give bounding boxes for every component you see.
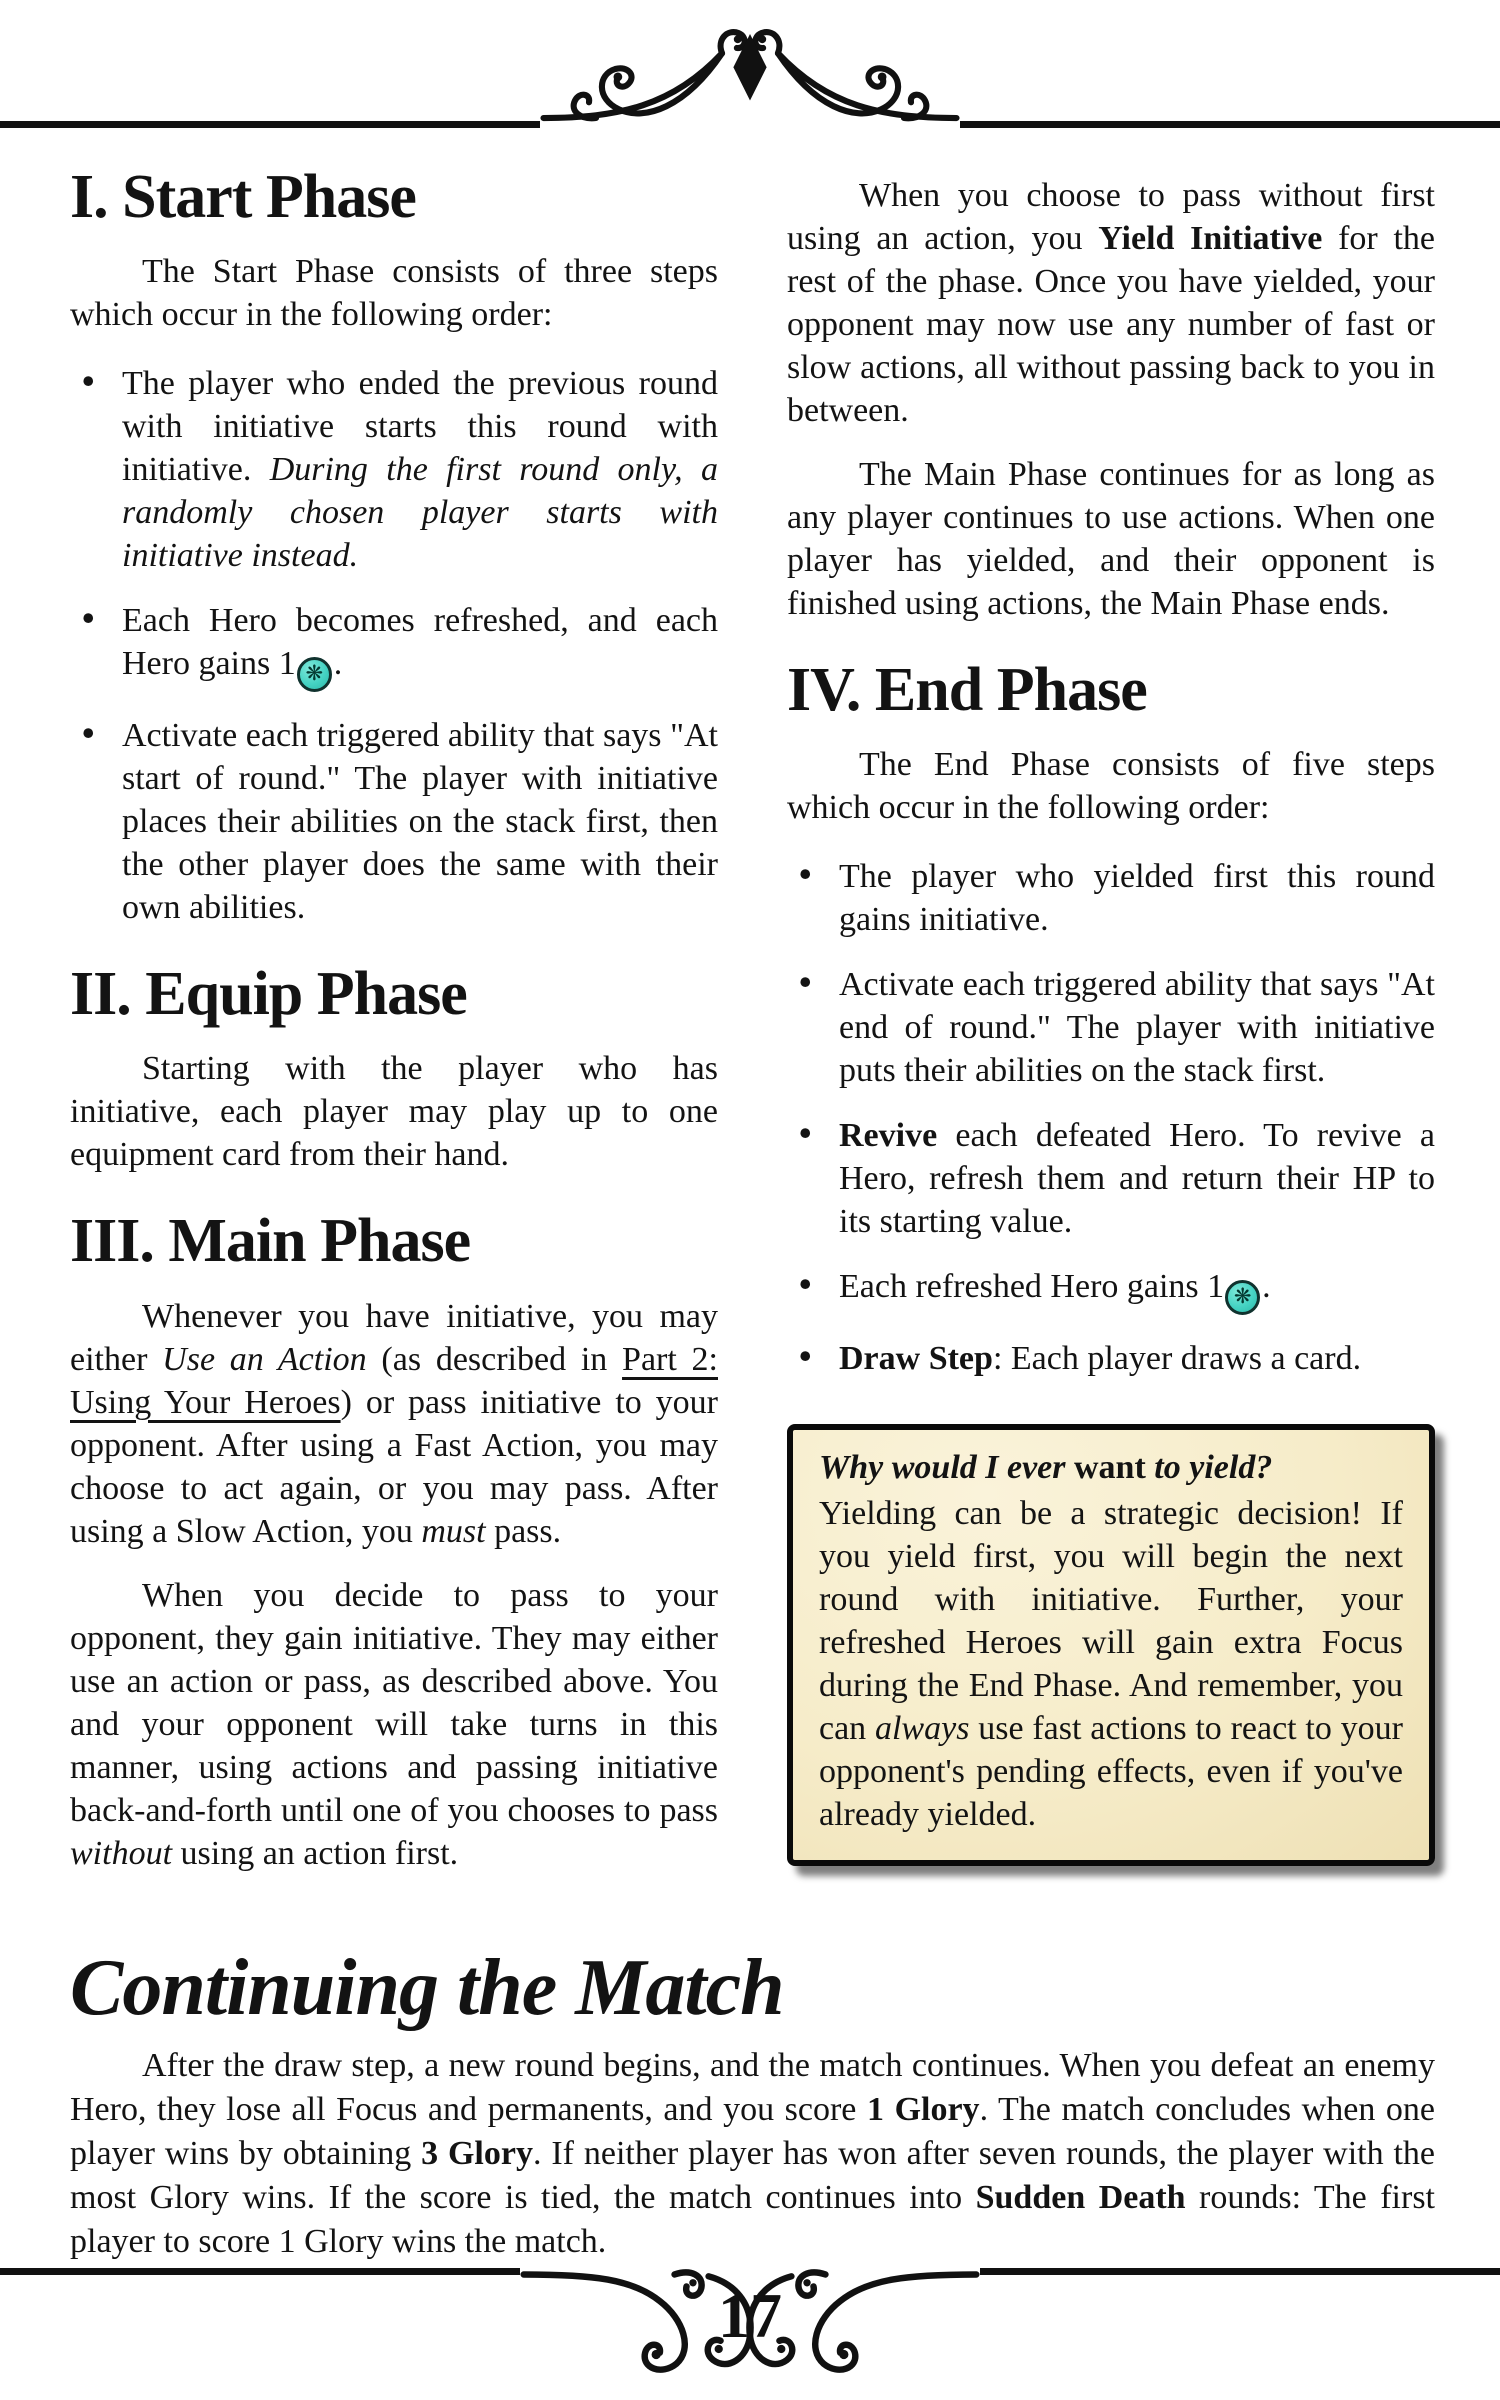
text-run: .: [333, 645, 343, 683]
text-run: want: [1074, 1449, 1146, 1487]
text-run: The player who yielded first this round gains initiative.: [839, 858, 1435, 939]
list-item: [70, 714, 718, 929]
text-run: Draw Step: [839, 1340, 993, 1378]
text-run: (as described in: [366, 1340, 623, 1378]
list-item: [787, 963, 1435, 1092]
start-phase-steps: [70, 362, 718, 929]
text-run: Each refreshed Hero gains 1: [839, 1268, 1225, 1306]
continuing-the-match-paragraph: [70, 2044, 1435, 2264]
bottom-rule-right: [980, 2268, 1500, 2275]
focus-icon: ❋: [1225, 1280, 1260, 1315]
main-phase-paragraph-2: [70, 1574, 718, 1875]
text-run: Revive: [839, 1117, 938, 1155]
list-item: [787, 855, 1435, 941]
text-run: Sudden Death: [975, 2179, 1186, 2216]
yield-tip-callout: [787, 1424, 1435, 1866]
text-run: Yielding can be a strategic decision! If you yield first, you will begin the next round with initiative. Further, your refreshed Heroes will gain extra Focus during the End Phase. And remember, you can: [819, 1495, 1403, 1748]
list-item: [787, 1265, 1435, 1315]
text-run: Each Hero becomes refreshed, and each Hero gains 1: [122, 602, 718, 683]
heading-continuing-the-match: Continuing the Match: [70, 1944, 784, 2032]
text-run: Activate each triggered ability that says "At start of round." The player with initiative places their abilities on the stack first, then the other player does the same with their own abilities.: [122, 717, 718, 927]
text-run: for the rest of the phase. Once you have yielded, your opponent may now use any number of fast or slow actions, all without passing back to you in between.: [787, 220, 1436, 429]
heading-equip-phase: II. Equip Phase: [70, 960, 467, 1029]
text-run: without: [70, 1834, 173, 1872]
heading-main-phase: III. Main Phase: [70, 1207, 471, 1276]
text-run: .: [1262, 1268, 1271, 1306]
text-run: After the draw step, a new round begins, and the match continues. When you defeat an enemy Hero, they lose all Focus and permanents, and you score: [70, 2047, 1435, 2128]
top-rule-left: [0, 121, 540, 128]
right-column: [787, 160, 1435, 1916]
text-run: using an action first.: [172, 1834, 459, 1872]
callout-title: [819, 1446, 1403, 1490]
heading-end-phase: IV. End Phase: [787, 656, 1147, 724]
main-phase-paragraph-3: [787, 174, 1435, 432]
list-item: [787, 1114, 1435, 1243]
text-run: to yield?: [1154, 1449, 1273, 1487]
two-column-layout: [0, 160, 1500, 1916]
text-run: rounds: The first player to score 1 Glory wins the match.: [70, 2179, 1435, 2260]
text-run: Whenever you have initiative, you may either: [70, 1297, 718, 1378]
text-run: : Each player draws a card.: [992, 1340, 1362, 1378]
heading-start-phase: I. Start Phase: [70, 163, 416, 231]
text-run: The End Phase consists of five steps which occur in the following order:: [787, 746, 1435, 827]
list-item: [70, 362, 718, 577]
text-run: The player who ended the previous round with initiative starts this round with initiative.: [122, 365, 718, 489]
text-run: During the first round only, a randomly chosen player starts with initiative instead.: [122, 451, 719, 575]
bottom-rule-left: [0, 2268, 520, 2275]
page-number: 17: [718, 2280, 782, 2351]
text-run: 1 Glory: [866, 2091, 980, 2128]
text-run: When you decide to pass to your opponent, they gain initiative. They may either use an action or pass, as described above. You and your opponent will take turns in this manner, using actions and passing initiative back-and-forth until one of you chooses to pass: [70, 1576, 718, 1829]
end-phase-intro: [787, 743, 1435, 829]
text-run: pass.: [485, 1512, 562, 1550]
top-ornament: [0, 14, 1500, 138]
bottom-ornament: [0, 2260, 1500, 2392]
list-item: [787, 1337, 1435, 1380]
left-column: [70, 160, 718, 1916]
text-run: must: [421, 1512, 486, 1550]
text-run: . The match concludes when one player wins by obtaining: [70, 2091, 1435, 2172]
text-run: Yield Initiative: [1098, 220, 1323, 257]
text-run: 3 Glory: [421, 2135, 533, 2172]
text-run: use fast actions to react to your opponent's pending effects, even if you've already yielded.: [819, 1710, 1403, 1834]
text-run: each defeated Hero. To revive a Hero, refresh them and return their HP to its starting value.: [839, 1117, 1435, 1241]
text-run: always: [874, 1710, 970, 1748]
text-run: When you choose to pass without first using an action, you: [787, 177, 1435, 257]
text-run: The Main Phase continues for as long as any player continues to use actions. When one player has yielded, and their opponent is finished using actions, the Main Phase ends.: [787, 456, 1435, 622]
text-run: . If neither player has won after seven rounds, the player with the most Glory wins. If the score is tied, the match continues into: [70, 2135, 1436, 2216]
top-flourish-icon: [540, 14, 960, 138]
text-run: Starting with the player who has initiative, each player may play up to one equipment card from their hand.: [70, 1050, 718, 1174]
text-run: ) or pass initiative to your opponent. After using a Fast Action, you may choose to act again, or you may pass. After using a Slow Action, you: [70, 1383, 719, 1550]
focus-icon: ❋: [297, 657, 332, 692]
text-run: The Start Phase consists of three steps which occur in the following order:: [70, 253, 718, 334]
start-phase-intro: [70, 250, 718, 336]
top-rule-right: [960, 121, 1500, 128]
list-item: [70, 599, 718, 692]
text-run: Why would I ever: [819, 1449, 1074, 1487]
callout-body: [819, 1492, 1403, 1836]
main-phase-paragraph-1: [70, 1295, 718, 1553]
text-run: Activate each triggered ability that says "At end of round." The player with initiative puts their abilities on the stack first.: [839, 966, 1435, 1090]
equip-phase-paragraph: [70, 1047, 718, 1176]
end-phase-steps: [787, 855, 1435, 1380]
main-phase-paragraph-4: [787, 453, 1435, 625]
bottom-flourish-center: [520, 2260, 980, 2392]
cross-reference-link[interactable]: Part 2: Using Your Heroes: [70, 1340, 718, 1421]
text-run: Use an Action: [162, 1340, 367, 1378]
